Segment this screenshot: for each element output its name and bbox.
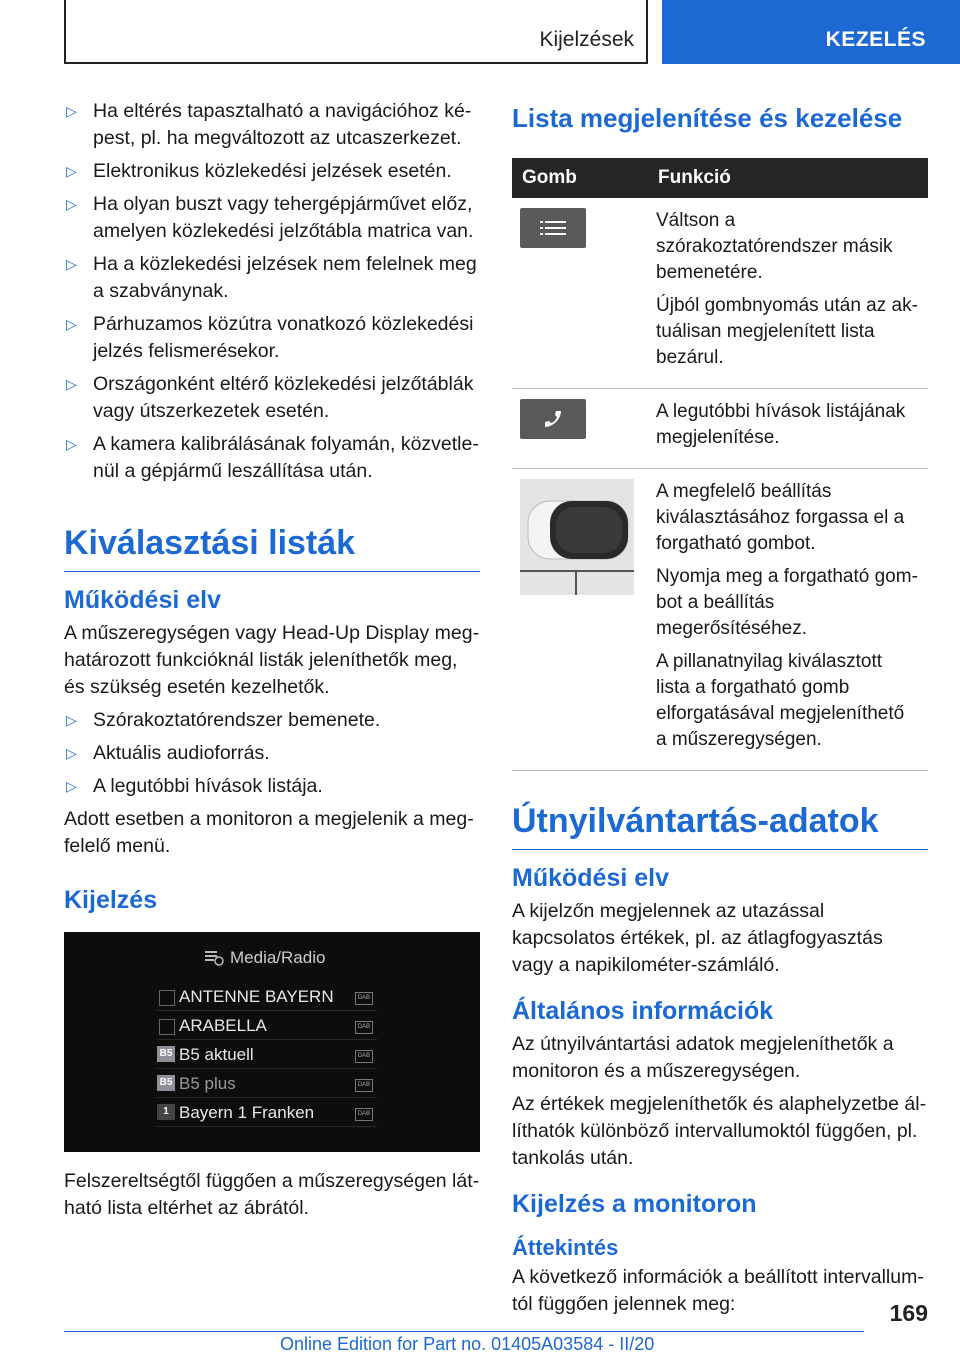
general-info-text-1: Az útnyilvántartási adatok megjeleníthetők a monitoron és a műszeregységen. — [512, 1033, 894, 1082]
triangle-bullet-icon: ▷ — [66, 712, 77, 728]
dab-badge: DAB — [355, 1021, 373, 1034]
page-number: 169 — [889, 1300, 928, 1326]
triangle-bullet-icon: ▷ — [66, 163, 77, 179]
media-radio-icon — [204, 947, 224, 967]
intro-bullet-list — [64, 98, 480, 485]
subheading-overview: Áttekintés — [512, 1235, 619, 1260]
footer-edition: Online Edition for Part no. 01405A03584 - II/20 — [280, 1334, 655, 1354]
station-empty-icon — [159, 990, 175, 1006]
list-type-bullets — [64, 707, 480, 800]
dab-badge: DAB — [355, 1050, 373, 1063]
overview-text: A következő információk a beállított intervallumtól függően jelennek meg: — [512, 1266, 924, 1315]
triangle-bullet-icon: ▷ — [66, 436, 77, 452]
principle-text: A kijelzőn megjelennek az utazással kapcsolatos értékek, pl. az átlagfogyasztás vagy a napikilométer-számláló. — [512, 900, 883, 976]
section-heading-selection-lists: Kiválasztási listák — [64, 523, 480, 572]
station-row: ANTENNE BAYERN DAB — [157, 986, 377, 1011]
triangle-bullet-icon: ▷ — [66, 778, 77, 794]
triangle-bullet-icon: ▷ — [66, 376, 77, 392]
instrument-cluster-list-screenshot — [64, 932, 480, 1152]
table-row: Váltson a szórakoztatórendszer másik bemenetére. Újból gombnyomás után az aktuálisan megjelenített lista bezárul. — [512, 198, 928, 389]
button-function-table — [512, 158, 928, 771]
list-item: ▷ Ha eltérés tapasztalható a navigációhoz képest, pl. ha megváltozott az utcaszerkezet. — [66, 100, 472, 149]
table-row: A megfelelő beállítás kiválasztásához forgassa el a forgatható gombot. Nyomja meg a forgatható gombot a beállítás megerősítéséhez. A pillanatnyilag kiválasztott lista a forgatható gomb elforgatásával megjeleníthető a műszeregységen. — [512, 469, 928, 771]
dab-badge: DAB — [355, 992, 373, 1005]
header-title: Kijelzések — [539, 28, 634, 51]
dab-badge: DAB — [355, 1079, 373, 1092]
triangle-bullet-icon: ▷ — [66, 103, 77, 119]
section-heading-trip-data: Útnyilvántartás-adatok — [512, 801, 928, 850]
screen-title: Media/Radio — [230, 948, 326, 967]
station-empty-icon — [159, 1019, 175, 1035]
station-logo-icon: 1 — [157, 1104, 175, 1120]
list-item: ▷ Párhuzamos közútra vonatkozó közlekedési jelzés felismerésekor. — [66, 313, 474, 362]
header-section: KEZELÉS — [825, 28, 926, 51]
list-item: ▷ Szórakoztatórendszer bemenete. — [64, 707, 480, 734]
list-item: ▷ Országonként eltérő közlekedési jelzőtáblák vagy útszerkezetek esetén. — [66, 373, 474, 422]
list-item: ▷ A kamera kalibrálásának folyamán, közvetlenül a gépjármű leszállítása után. — [66, 433, 479, 482]
left-column — [64, 98, 480, 1228]
phone-icon — [520, 399, 586, 439]
station-logo-icon: B5 — [157, 1075, 175, 1091]
station-row: B5 B5 aktuell DAB — [157, 1044, 377, 1069]
triangle-bullet-icon: ▷ — [66, 316, 77, 332]
table-header-function: Funkció — [648, 158, 928, 198]
triangle-bullet-icon: ▷ — [66, 745, 77, 761]
list-item: ▷ Ha a közlekedési jelzések nem felelnek meg a szabványnak. — [66, 253, 477, 302]
general-info-text-2: Az értékek megjeleníthetők és alaphelyzetbe állíthatók különböző intervallumoktól függően, pl. tankolás után. — [512, 1093, 927, 1169]
list-item: ▷ Aktuális audioforrás. — [64, 740, 480, 767]
header-section-box — [662, 0, 960, 64]
subheading-principle: Működési elv — [512, 864, 669, 892]
right-column — [512, 98, 928, 1324]
subheading-principle: Működési elv — [64, 586, 221, 614]
station-row: B5 B5 plus DAB — [157, 1073, 377, 1098]
table-header-button: Gomb — [512, 158, 648, 198]
header-title-box — [64, 0, 648, 64]
menu-text: Adott esetben a monitoron a megjelenik a megfelelő menü. — [64, 808, 474, 857]
subheading-general-info: Általános információk — [512, 997, 774, 1025]
list-item: ▷ A legutóbbi hívások listája. — [64, 773, 480, 800]
station-logo-icon: B5 — [157, 1046, 175, 1062]
list-item: ▷ Elektronikus közlekedési jelzések esetén. — [64, 158, 480, 185]
dab-badge: DAB — [355, 1108, 373, 1121]
principle-text: A műszeregységen vagy Head-Up Display meghatározott funkcióknál listák jeleníthetők meg, és szükség esetén kezelhetők. — [64, 622, 480, 698]
station-row: 1 Bayern 1 Franken DAB — [157, 1102, 377, 1127]
screenshot-caption: Felszereltségtől függően a műszeregységen látható lista eltérhet az ábrától. — [64, 1170, 480, 1219]
station-row: ARABELLA DAB — [157, 1015, 377, 1040]
subheading-monitor-display: Kijelzés a monitoron — [512, 1190, 757, 1218]
triangle-bullet-icon: ▷ — [66, 196, 77, 212]
triangle-bullet-icon: ▷ — [66, 256, 77, 272]
subheading-list-display: Lista megjelenítése és kezelése — [512, 103, 903, 133]
rotary-knob-icon — [520, 479, 634, 595]
list-icon — [520, 208, 586, 248]
table-row: A legutóbbi hívások listájának megjelenítése. — [512, 389, 928, 469]
footer-divider — [64, 1331, 864, 1332]
list-item: ▷ Ha olyan buszt vagy tehergépjárművet előz, amelyen közlekedési jelzőtábla matrica van. — [66, 193, 474, 242]
subheading-display: Kijelzés — [64, 886, 158, 914]
